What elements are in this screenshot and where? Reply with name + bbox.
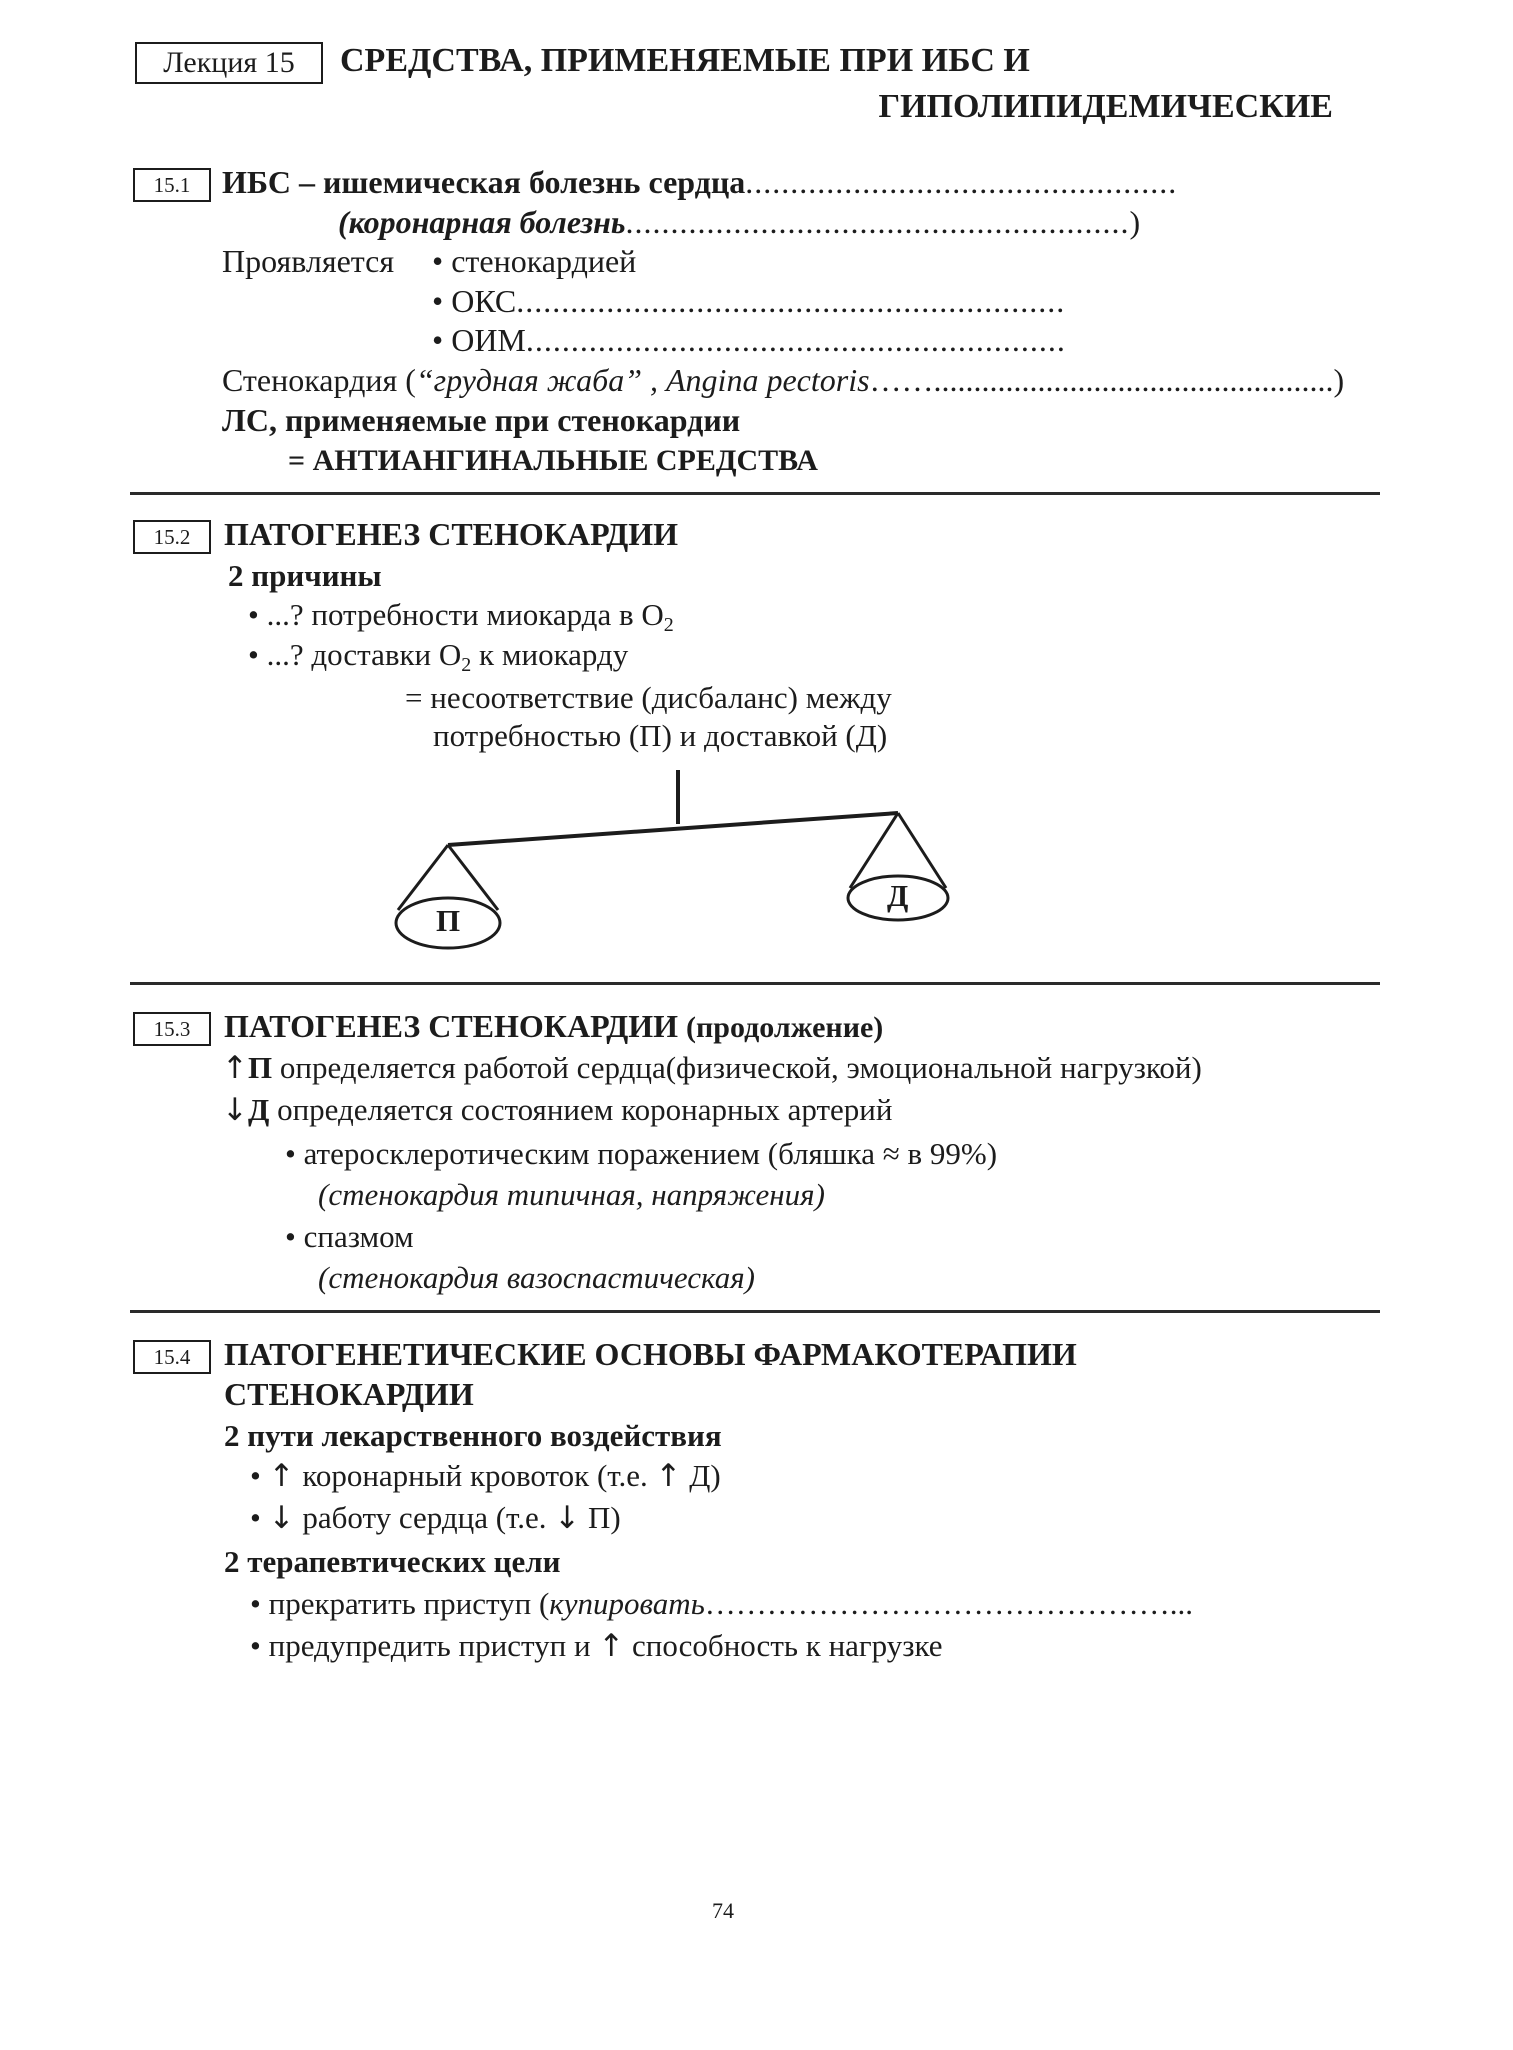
s1-bullet-oks: • ОКС (432, 283, 517, 319)
s1-angina-close: ) (1333, 362, 1345, 398)
s1-bullet-oks-dots: ............................................................. (516, 283, 1066, 319)
s1-title-dots: ................................................ (745, 164, 1178, 200)
s4-way-2-end: П) (588, 1500, 621, 1535)
s2-cause-2-text-b: к миокарду (471, 637, 629, 672)
s4-way-1 (250, 1458, 721, 1494)
s1-bullet-oks-row (432, 283, 1065, 320)
section-15-1-number-box (133, 168, 211, 202)
balance-scale-diagram (380, 760, 970, 960)
s1-coronary-dots: ........................................................ (625, 204, 1130, 240)
s2-cause-1-text: потребности миокарда в O (311, 597, 664, 632)
up-arrow-icon: ↑ (655, 1458, 682, 1494)
lecture-title-line2: ГИПОЛИПИДЕМИЧЕСКИЕ (878, 88, 1333, 125)
s1-title: ИБС – ишемическая болезнь сердца (222, 164, 746, 200)
s3-title-row (224, 1008, 883, 1045)
s3-d-text: определяется состоянием коронарных артерий (277, 1092, 893, 1127)
s1-manifests: Проявляется (222, 243, 395, 279)
section-15-1-number: 15.1 (153, 172, 191, 197)
up-arrow-icon: ↑ (268, 1458, 295, 1494)
section-15-4-number-box (133, 1340, 211, 1374)
s2-cause-1-q: • ...? (248, 597, 304, 632)
s4-goal-2-text-b: способность к нагрузке (632, 1628, 943, 1663)
s4-ways: 2 пути лекарственного воздействия (224, 1418, 722, 1453)
up-arrow-icon: ↑ (598, 1628, 625, 1664)
s4-goal-2 (250, 1628, 943, 1664)
s1-title-row (222, 164, 1177, 201)
s4-way-2 (250, 1500, 621, 1536)
s1-bullet-oim-row (432, 322, 1066, 359)
s3-note-vasospastic: (стенокардия вазоспастическая) (318, 1260, 755, 1295)
s1-coronary-close: ) (1129, 204, 1141, 240)
s2-mismatch-line2: потребностью (П) и доставкой (Д) (433, 718, 888, 753)
s3-bullet-spasm: • спазмом (285, 1219, 414, 1254)
s3-p-text: определяется работой сердца(физической, эмоциональной нагрузкой) (279, 1050, 1202, 1085)
s2-title: ПАТОГЕНЕЗ СТЕНОКАРДИИ (224, 516, 679, 552)
s1-drugs: ЛС, применяемые при стенокардии (222, 402, 741, 438)
section-15-2-number-box (133, 520, 211, 554)
section-15-2-number: 15.2 (153, 524, 191, 549)
lecture-title-line1: СРЕДСТВА, ПРИМЕНЯЕМЫЕ ПРИ ИБС И (340, 42, 1030, 79)
s1-bullet-oim: • ОИМ (432, 322, 526, 358)
s1-coronary-row (338, 204, 1140, 241)
s1-bullet-oim-dots: ............................................................ (525, 322, 1066, 358)
s2-cause-2-text-a: доставки O (311, 637, 462, 672)
up-arrow-icon: ↑ (222, 1050, 248, 1086)
down-arrow-icon: ↓ (554, 1500, 581, 1536)
s4-goals: 2 терапевтических цели (224, 1544, 561, 1579)
s4-way-1-text: коронарный кровоток (т.е. (302, 1458, 648, 1493)
s2-cause-2-sub: 2 (461, 654, 472, 676)
scale-beam (448, 813, 898, 845)
right-pan-label: Д (887, 878, 909, 913)
s3-note-typical: (стенокардия типичная, напряжения) (318, 1177, 825, 1212)
lecture-label-box (135, 42, 323, 84)
s1-angina-pre: Стенокардия ( (222, 362, 416, 398)
left-pan-label: П (436, 903, 461, 938)
section-15-3-number: 15.3 (153, 1016, 191, 1041)
s2-cause-1 (248, 597, 674, 637)
s1-angina-row (222, 362, 1344, 399)
s4-way-2-bullet: • (250, 1500, 261, 1535)
s4-goal-1-dots: ………………………………………... (704, 1586, 1194, 1621)
lecture-label: Лекция 15 (163, 46, 295, 79)
s4-goal-1 (250, 1586, 1193, 1622)
s4-title-line2: СТЕНОКАРДИИ (224, 1376, 474, 1412)
s3-d-letter: Д (247, 1092, 270, 1127)
s1-bullet-angina: • стенокардией (432, 243, 637, 279)
page-number: 74 (712, 1898, 734, 1923)
s3-title: ПАТОГЕНЕЗ СТЕНОКАРДИИ (224, 1008, 679, 1044)
divider-2 (130, 982, 1380, 985)
s1-angina-italic: “грудная жаба” , Angina pectoris (415, 362, 870, 398)
s3-title-cont: (продолжение) (686, 1011, 884, 1044)
s2-cause-2-q: • ...? (248, 637, 304, 672)
s2-causes: 2 причины (228, 558, 382, 593)
s2-cause-2 (248, 637, 628, 677)
s3-d-row (222, 1092, 892, 1128)
down-arrow-icon: ↓ (222, 1092, 248, 1128)
s4-goal-1-text: • прекратить приступ ( (250, 1586, 550, 1621)
s3-bullet-atherosclerosis: • атеросклеротическим поражением (бляшка ≈ в 99%) (285, 1136, 998, 1171)
s4-title-line1: ПАТОГЕНЕТИЧЕСКИЕ ОСНОВЫ ФАРМАКОТЕРАПИИ (224, 1336, 1077, 1372)
s2-cause-1-sub: 2 (663, 614, 674, 636)
s1-antianginal: = АНТИАНГИНАЛЬНЫЕ СРЕДСТВА (288, 444, 818, 477)
s4-way-1-end: Д) (689, 1458, 721, 1493)
s4-way-1-bullet: • (250, 1458, 261, 1493)
section-15-3-number-box (133, 1012, 211, 1046)
divider-3 (130, 1310, 1380, 1313)
section-15-4-number: 15.4 (153, 1344, 191, 1369)
s1-coronary: (коронарная болезнь (338, 204, 626, 240)
divider-1 (130, 492, 1380, 495)
s1-angina-dots: …….................................................. (869, 362, 1334, 398)
s4-goal-1-italic: купировать (549, 1586, 705, 1621)
s4-way-2-text: работу сердца (т.е. (302, 1500, 547, 1535)
s3-p-letter: П (247, 1050, 273, 1085)
s3-p-row (222, 1050, 1202, 1086)
s2-mismatch-line1: = несоответствие (дисбаланс) между (405, 680, 892, 715)
s4-goal-2-text-a: • предупредить приступ и (250, 1628, 591, 1663)
down-arrow-icon: ↓ (268, 1500, 295, 1536)
